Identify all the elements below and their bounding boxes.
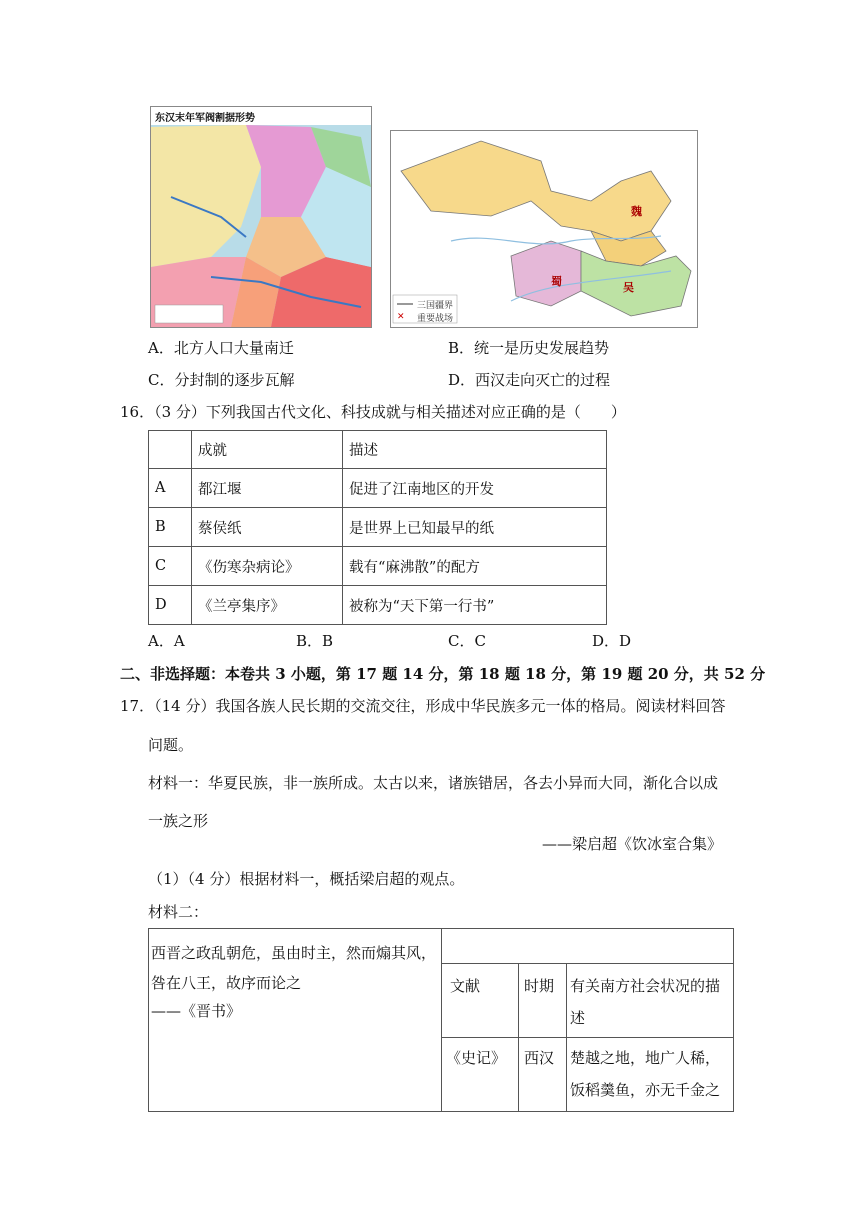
map2-wu-label: 吴 — [623, 281, 634, 294]
table-cell: 《伤寒杂病论》 — [192, 547, 343, 586]
map2-legend-border: 三国疆界 — [417, 301, 454, 311]
q17-subquestion1: （1）（4 分）根据材料一，概括梁启超的观点。 — [148, 870, 465, 888]
inner-cell-desc-line1: 楚越之地，地广人稀， — [570, 1049, 721, 1067]
inner-col-divider — [518, 964, 519, 1112]
q17-material2-inner-table — [442, 963, 733, 1112]
table-cell: 载有“麻沸散”的配方 — [343, 547, 607, 586]
q16-stem: 16．（3 分）下列我国古代文化、科技成就与相关描述对应正确的是（ ） — [120, 403, 626, 421]
q16-header-cell — [149, 431, 192, 469]
table-cell: B — [149, 508, 192, 547]
table-cell: 蔡侯纸 — [192, 508, 343, 547]
table-cell: D — [149, 586, 192, 625]
q17-material1-line2: 一族之形 — [148, 812, 209, 830]
q15-option-c[interactable]: C．分封制的逐步瓦解 — [148, 371, 295, 389]
inner-header-desc-line2: 述 — [570, 1009, 586, 1027]
table-cell: 是世界上已知最早的纸 — [343, 508, 607, 547]
q16-header-cell: 成就 — [192, 431, 343, 469]
table-cell: A — [149, 469, 192, 508]
inner-header-period: 时期 — [524, 977, 555, 995]
map1-title: 东汉末年军阀割据形势 — [155, 113, 255, 124]
inner-cell-period: 西汉 — [524, 1049, 555, 1067]
q16-option-c[interactable]: C．C — [448, 632, 486, 650]
table-row — [149, 469, 607, 508]
table-cell: 被称为“天下第一行书” — [343, 586, 607, 625]
table-row — [149, 547, 607, 586]
q16-header-cell: 描述 — [343, 431, 607, 469]
q16-header-row — [149, 431, 607, 469]
table-row — [149, 508, 607, 547]
q16-option-b[interactable]: B．B — [296, 632, 334, 650]
q16-table — [148, 430, 607, 625]
inner-cell-source: 《史记》 — [446, 1049, 507, 1067]
q17-material2-left-source: ——《晋书》 — [151, 1002, 242, 1020]
table-cell: 都江堰 — [192, 469, 343, 508]
inner-row-divider — [442, 1037, 733, 1038]
inner-cell-desc-line2: 饭稻羹鱼，亦无千金之 — [570, 1081, 721, 1099]
map-eastern-han-warlords — [150, 106, 372, 328]
map2-legend-battle: 重要战场 — [417, 314, 454, 324]
map1-drawing — [151, 107, 371, 327]
svg-text:✕: ✕ — [397, 312, 405, 322]
inner-col-divider — [566, 964, 567, 1112]
q16-option-a[interactable]: A．A — [148, 632, 185, 650]
q17-stem-line1: 17．（14 分）我国各族人民长期的交流交往，形成中华民族多元一体的格局。阅读材料回答 — [120, 697, 726, 715]
table-cell: 促进了江南地区的开发 — [343, 469, 607, 508]
q17-stem-line2: 问题。 — [148, 736, 194, 754]
inner-header-desc-line1: 有关南方社会状况的描 — [570, 977, 721, 995]
q17-material2-box — [148, 928, 734, 1112]
table-cell: C — [149, 547, 192, 586]
q17-material1-source: ——梁启超《饮冰室合集》 — [541, 835, 722, 853]
q15-option-b[interactable]: B．统一是历史发展趋势 — [448, 339, 610, 357]
table-row — [149, 586, 607, 625]
inner-header-source: 文献 — [450, 977, 481, 995]
q16-option-d[interactable]: D．D — [592, 632, 632, 650]
map2-shu-label: 蜀 — [551, 275, 562, 288]
section2-heading: 二、非选择题：本卷共 3 小题，第 17 题 14 分，第 18 题 18 分，第 19 题 20 分，共 52 分 — [120, 665, 766, 683]
q17-material2-left-line1: 西晋之政乱朝危，虽由时主，然而煽其风， — [151, 944, 437, 962]
map2-wei-label: 魏 — [631, 205, 642, 218]
q15-option-a[interactable]: A．北方人口大量南迁 — [148, 339, 294, 357]
q17-material2-left-line2: 咎在八王，故序而论之 — [151, 974, 302, 992]
map-three-kingdoms — [390, 130, 698, 328]
q17-material1-line1: 材料一：华夏民族，非一族所成。太古以来，诸族错居，各去小异而大同，渐化合以成 — [148, 774, 719, 792]
q17-material2-label: 材料二： — [148, 903, 209, 921]
q15-option-d[interactable]: D．西汉走向灭亡的过程 — [448, 371, 611, 389]
table-cell: 《兰亭集序》 — [192, 586, 343, 625]
